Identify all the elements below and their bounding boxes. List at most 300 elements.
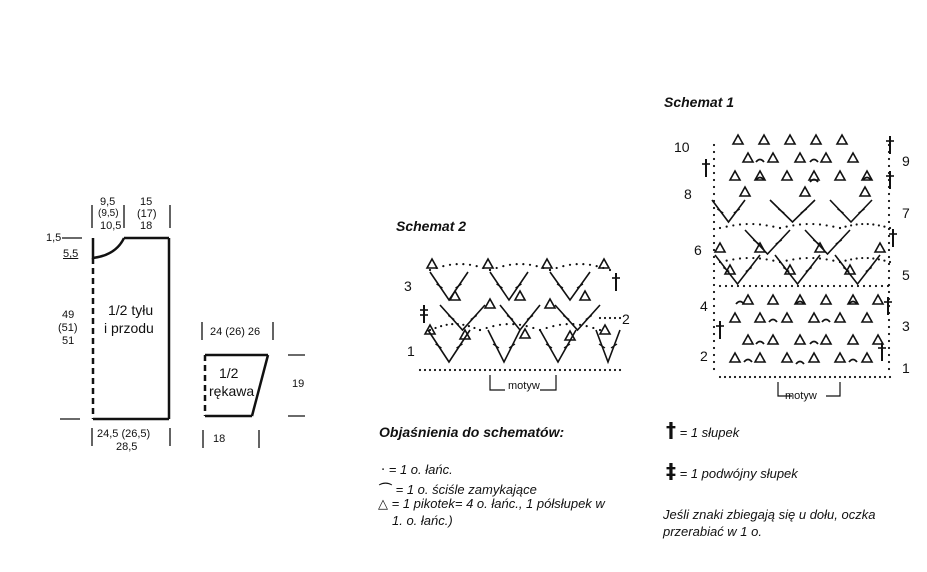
chain-stitch-icon: [888, 291, 890, 293]
chain-stitch-icon: [839, 376, 841, 378]
width-top-right: 15: [140, 196, 153, 208]
chain-stitch-icon: [839, 227, 841, 229]
double-crochet-icon: [715, 255, 760, 284]
schemat-2-row-3: 3: [404, 278, 412, 294]
picot-icon: [835, 313, 845, 322]
chain-stitch-icon: [799, 376, 801, 378]
chain-stitch-icon: [725, 285, 727, 287]
chain-stitch-icon: [713, 326, 715, 328]
chain-stitch-icon: [737, 285, 739, 287]
body-label-line1: 1/2 tyłu: [108, 302, 154, 318]
chain-stitch-icon: [889, 376, 891, 378]
width-top-right-alt: (17): [137, 208, 157, 220]
picot-icon: [875, 243, 885, 252]
chain-stitch-icon: [867, 223, 869, 225]
chain-stitch-icon: [713, 151, 715, 153]
chain-stitch-icon: [888, 207, 890, 209]
legend-tr-text: = 1 podwójny słupek: [679, 466, 798, 481]
picot-icon: [809, 353, 819, 362]
picot-icon: [782, 171, 792, 180]
chain-stitch-icon: [888, 340, 890, 342]
double-crochet-icon: [866, 268, 872, 272]
chain-stitch-icon: [804, 376, 806, 378]
chain-stitch-icon: [767, 285, 769, 287]
chain-stitch-icon: [888, 270, 890, 272]
chain-stitch-icon: [854, 376, 856, 378]
chain-stitch-icon: [791, 285, 793, 287]
picot-icon: [782, 353, 792, 362]
picot-icon: [862, 353, 872, 362]
chain-stitch-icon: [713, 256, 715, 258]
chain-stitch-icon: [888, 235, 890, 237]
chain-stitch-icon: [713, 284, 715, 286]
double-crochet-icon: [776, 240, 782, 244]
chain-stitch-icon: [713, 158, 715, 160]
legend-note-line2: przerabiać w 1 o.: [663, 524, 762, 539]
chain-stitch-icon: [888, 214, 890, 216]
schemat-2-motif-label: motyw: [508, 380, 540, 392]
chain-stitch-icon: [875, 285, 877, 287]
chain-stitch-icon: [713, 165, 715, 167]
chain-stitch-icon: [864, 376, 866, 378]
picot-icon: [768, 295, 778, 304]
chain-stitch-icon: [713, 242, 715, 244]
chain-stitch-icon: [869, 376, 871, 378]
schemat-1-motif-label: motyw: [785, 390, 817, 402]
picot-icon: [768, 153, 778, 162]
chain-stitch-icon: [888, 165, 890, 167]
treble-crochet-icon: ‡: [666, 459, 676, 483]
chain-stitch-icon: [769, 376, 771, 378]
sleeve-height: 19: [292, 378, 305, 390]
width-top-left-3: 10,5: [100, 220, 122, 232]
height-b: (51): [58, 322, 78, 334]
double-crochet-icon: [775, 255, 820, 284]
chain-stitch-icon: [732, 224, 734, 226]
chain-stitch-icon: [713, 305, 715, 307]
picot-icon: [848, 335, 858, 344]
chain-stitch-icon: [731, 285, 733, 287]
chain-stitch-icon: [744, 376, 746, 378]
slip-stitch-icon: [744, 360, 752, 363]
double-crochet-icon: †: [666, 418, 676, 442]
chain-stitch-icon: [859, 376, 861, 378]
sleeve-label-line2: rękawa: [209, 383, 255, 399]
chain-stitch-icon: [713, 354, 715, 356]
chain-stitch-icon: [878, 224, 880, 226]
double-crochet-icon: [778, 209, 784, 213]
schemat-1-row-6: 6: [694, 242, 702, 258]
chain-stitch-icon: [719, 261, 721, 263]
picot-icon: [821, 295, 831, 304]
chain-stitch-icon: [786, 260, 788, 262]
chain-stitch-icon: [844, 226, 846, 228]
chain-stitch-icon: [713, 347, 715, 349]
chain-stitch-icon: [764, 376, 766, 378]
chain-stitch-icon: [888, 256, 890, 258]
double-crochet-icon: [745, 230, 790, 254]
chain-stitch-icon: [821, 285, 823, 287]
schemat-1-row-7: 7: [902, 205, 910, 221]
chain-stitch-icon: [819, 376, 821, 378]
chain-stitch-icon: [878, 258, 880, 260]
slip-stitch-icon: [822, 320, 830, 323]
chain-stitch-icon: [888, 354, 890, 356]
chain-stitch-icon: [713, 319, 715, 321]
legend-chain: [381, 462, 453, 478]
chain-stitch-icon: [829, 376, 831, 378]
chain-stitch-icon: [812, 257, 814, 259]
chain-stitch-icon: [851, 285, 853, 287]
chain-stitch-icon: ·: [381, 463, 386, 478]
chain-stitch-icon: [826, 224, 828, 226]
chain-stitch-icon: [824, 376, 826, 378]
chain-stitch-icon: [844, 376, 846, 378]
chain-stitch-icon: [879, 376, 881, 378]
chain-stitch-icon: [809, 285, 811, 287]
motif-bracket: [826, 382, 840, 396]
picot-icon: [860, 187, 870, 196]
double-crochet-icon: [712, 200, 745, 222]
schemat-2-row-1: 1: [407, 343, 415, 359]
picot-icon: [730, 353, 740, 362]
double-crochet-icon: [717, 209, 723, 213]
chain-stitch-icon: [713, 144, 715, 146]
chain-stitch-icon: [888, 158, 890, 160]
schemat-1-row-8: 8: [684, 186, 692, 202]
chain-stitch-icon: [761, 285, 763, 287]
chain-stitch-icon: [799, 223, 801, 225]
schemat-1-title: Schemat 1: [664, 94, 735, 110]
picot-icon: [715, 243, 725, 252]
chain-stitch-icon: [792, 258, 794, 260]
chain-stitch-icon: [872, 223, 874, 225]
chain-stitch-icon: [888, 193, 890, 195]
chain-stitch-icon: [759, 376, 761, 378]
chain-stitch-icon: [856, 223, 858, 225]
chain-stitch-icon: [766, 224, 768, 226]
chain-stitch-icon: [888, 249, 890, 251]
double-crochet-icon: [830, 200, 872, 222]
chain-stitch-icon: [734, 376, 736, 378]
schemat-1-row-10: 10: [674, 139, 690, 155]
sleeve-top-width: 24 (26) 26: [210, 326, 261, 338]
chain-stitch-icon: [856, 257, 858, 259]
chain-stitch-icon: [719, 227, 721, 229]
chain-stitch-icon: [799, 257, 801, 259]
chain-stitch-icon: [784, 376, 786, 378]
chain-stitch-icon: [779, 261, 781, 263]
chain-stitch-icon: [713, 340, 715, 342]
chain-stitch-icon: [794, 376, 796, 378]
schemat-2-row-2: 2: [622, 311, 630, 327]
body-label-line2: i przodu: [104, 320, 154, 336]
slip-stitch-icon: [810, 160, 818, 163]
chain-stitch-icon: [819, 257, 821, 259]
picot-icon: [768, 335, 778, 344]
chain-stitch-icon: [713, 263, 715, 265]
chain-stitch-icon: [832, 260, 834, 262]
width-bottom-a: 24,5 (26,5): [97, 428, 151, 440]
chain-stitch-icon: [713, 361, 715, 363]
chain-stitch-icon: [883, 226, 885, 228]
picot-icon: [821, 153, 831, 162]
width-top-left-alt: (9,5): [98, 208, 119, 219]
chain-stitch-icon: [889, 227, 891, 229]
legend-picot-text-2: 1. o. łańc.): [392, 513, 453, 528]
picot-icon: [759, 135, 769, 144]
picot-icon: [848, 153, 858, 162]
chain-stitch-icon: [869, 285, 871, 287]
chain-stitch-icon: [772, 260, 774, 262]
chain-stitch-icon: [754, 376, 756, 378]
chain-stitch-icon: [752, 223, 754, 225]
chain-stitch-icon: [789, 376, 791, 378]
chain-stitch-icon: [713, 291, 715, 293]
picot-icon: [835, 353, 845, 362]
legend-dc-text: = 1 słupek: [679, 425, 740, 440]
slip-stitch-icon: [849, 360, 857, 363]
chain-stitch-icon: [739, 257, 741, 259]
chain-stitch-icon: [857, 285, 859, 287]
chain-stitch-icon: [888, 242, 890, 244]
double-crochet-icon: [746, 268, 752, 272]
chain-stitch-icon: [803, 285, 805, 287]
slip-stitch-icon: ⌒: [379, 483, 393, 498]
chain-stitch-icon: [797, 285, 799, 287]
chain-stitch-icon: [792, 224, 794, 226]
chain-stitch-icon: [746, 257, 748, 259]
picot-icon: [730, 171, 740, 180]
picot-icon: [835, 171, 845, 180]
chain-stitch-icon: [863, 285, 865, 287]
chain-stitch-icon: [713, 207, 715, 209]
chain-stitch-icon: [806, 223, 808, 225]
slip-stitch-icon: [796, 362, 804, 365]
double-crochet-icon: [836, 240, 842, 244]
chain-stitch-icon: [849, 376, 851, 378]
chain-stitch-icon: [888, 221, 890, 223]
chain-stitch-icon: [832, 226, 834, 228]
chain-stitch-icon: [739, 223, 741, 225]
legend-picot: [378, 496, 605, 512]
chain-stitch-icon: [806, 257, 808, 259]
double-crochet-icon: [806, 268, 812, 272]
chain-stitch-icon: [713, 179, 715, 181]
chain-stitch-icon: [850, 224, 852, 226]
chain-stitch-icon: [861, 223, 863, 225]
picot-icon: [809, 313, 819, 322]
chain-stitch-icon: [888, 326, 890, 328]
chain-stitch-icon: [861, 257, 863, 259]
double-crochet-icon: [734, 209, 740, 213]
picot-icon: [730, 313, 740, 322]
chain-stitch-icon: [724, 376, 726, 378]
picot-icon: [873, 335, 883, 344]
chain-stitch-icon: [713, 193, 715, 195]
chain-stitch-icon: [713, 277, 715, 279]
picot-icon: [795, 335, 805, 344]
chain-stitch-icon: [889, 261, 891, 263]
chain-stitch-icon: [755, 285, 757, 287]
double-crochet-icon: [770, 200, 815, 222]
picot-icon: [755, 353, 765, 362]
neck-depth-b: 5,5: [63, 248, 79, 260]
double-crochet-icon: [813, 240, 819, 244]
schemat-1-row-9: 9: [902, 153, 910, 169]
legend-title: Objaśnienia do schematów:: [379, 424, 565, 440]
chain-stitch-icon: [726, 226, 728, 228]
schemat-1-row-2: 2: [700, 348, 708, 364]
chain-stitch-icon: [786, 226, 788, 228]
chain-stitch-icon: [883, 260, 885, 262]
picot-icon: [873, 295, 883, 304]
width-top-right-3: 18: [140, 220, 153, 232]
picot-icon: [733, 135, 743, 144]
chain-stitch-icon: [743, 285, 745, 287]
width-bottom-b: 28,5: [116, 441, 138, 453]
chain-stitch-icon: [732, 258, 734, 260]
chain-stitch-icon: [759, 223, 761, 225]
chain-stitch-icon: [746, 223, 748, 225]
chain-stitch-icon: [888, 347, 890, 349]
chain-stitch-icon: [779, 227, 781, 229]
chain-stitch-icon: [815, 285, 817, 287]
schemat-1-row-4: 4: [700, 298, 708, 314]
picot-icon: [785, 135, 795, 144]
chain-stitch-icon: [844, 260, 846, 262]
schemat-1-row-1: 1: [902, 360, 910, 376]
picot-icon: [743, 335, 753, 344]
legend-tr: [666, 459, 798, 483]
slip-stitch-icon: [756, 160, 764, 163]
chain-stitch-icon: [749, 376, 751, 378]
sleeve-label-line1: 1/2: [219, 365, 239, 381]
picot-icon: [755, 313, 765, 322]
chain-stitch-icon: [713, 270, 715, 272]
chain-stitch-icon: [812, 223, 814, 225]
chain-stitch-icon: [779, 376, 781, 378]
double-crochet-icon: [753, 240, 759, 244]
picot-icon: [743, 295, 753, 304]
legend-chain-text: = 1 o. łańc.: [388, 462, 453, 477]
picot-icon: [795, 153, 805, 162]
chain-stitch-icon: [713, 368, 715, 370]
legend-picot-text: = 1 pikotek= 4 o. łańc., 1 półsłupek w: [391, 496, 605, 511]
picot-icon: △: [378, 497, 388, 512]
chain-stitch-icon: [772, 226, 774, 228]
chain-stitch-icon: [834, 376, 836, 378]
chain-stitch-icon: [826, 258, 828, 260]
slip-stitch-icon: [769, 320, 777, 323]
double-crochet-icon: [801, 209, 807, 213]
chain-stitch-icon: [785, 285, 787, 287]
chain-stitch-icon: [888, 368, 890, 370]
double-crochet-icon: [805, 230, 850, 254]
neck-depth-a: 1,5: [46, 232, 62, 244]
chain-stitch-icon: [850, 258, 852, 260]
schemat-1-row-5: 5: [902, 267, 910, 283]
chain-stitch-icon: [749, 285, 751, 287]
chain-stitch-icon: [774, 376, 776, 378]
picot-icon: [800, 187, 810, 196]
chain-stitch-icon: [729, 376, 731, 378]
picot-icon: [811, 135, 821, 144]
chain-stitch-icon: [833, 285, 835, 287]
sleeve-bottom-width: 18: [213, 433, 226, 445]
schemat-1-row-3: 3: [902, 318, 910, 334]
chain-stitch-icon: [839, 261, 841, 263]
chain-stitch-icon: [887, 285, 889, 287]
slip-stitch-icon: [736, 302, 744, 305]
double-crochet-icon: [859, 209, 865, 213]
picot-icon: [782, 313, 792, 322]
chain-stitch-icon: [872, 257, 874, 259]
chain-stitch-icon: [827, 285, 829, 287]
chain-stitch-icon: [819, 223, 821, 225]
picot-icon: [743, 153, 753, 162]
slip-stitch-icon: [810, 342, 818, 345]
slip-stitch-icon: [756, 342, 764, 345]
chain-stitch-icon: [814, 376, 816, 378]
chain-stitch-icon: [845, 285, 847, 287]
double-crochet-icon: [838, 209, 844, 213]
chain-stitch-icon: [766, 258, 768, 260]
chain-stitch-icon: [888, 319, 890, 321]
legend-note-line1: Jeśli znaki zbiegają się u dołu, oczka: [663, 507, 876, 522]
chain-stitch-icon: [713, 298, 715, 300]
chain-stitch-icon: [713, 186, 715, 188]
schemat-2-title: Schemat 2: [396, 218, 467, 234]
chain-stitch-icon: [713, 333, 715, 335]
chain-stitch-icon: [884, 376, 886, 378]
chain-stitch-icon: [713, 228, 715, 230]
chain-stitch-icon: [759, 257, 761, 259]
legend-slip-text: = 1 o. ściśle zamykające: [395, 482, 537, 497]
chain-stitch-icon: [888, 333, 890, 335]
height-a: 49: [62, 309, 75, 321]
chain-stitch-icon: [713, 172, 715, 174]
legend-dc: [666, 418, 739, 442]
chain-stitch-icon: [726, 260, 728, 262]
picot-icon: [837, 135, 847, 144]
chain-stitch-icon: [713, 221, 715, 223]
chain-stitch-icon: [713, 312, 715, 314]
chain-stitch-icon: [888, 277, 890, 279]
chain-stitch-icon: [713, 214, 715, 216]
chain-stitch-icon: [839, 285, 841, 287]
chain-stitch-icon: [809, 376, 811, 378]
chain-stitch-icon: [874, 376, 876, 378]
chain-stitch-icon: [888, 200, 890, 202]
picot-icon: [740, 187, 750, 196]
chain-stitch-icon: [739, 376, 741, 378]
chain-stitch-icon: [779, 285, 781, 287]
height-c: 51: [62, 335, 75, 347]
chain-stitch-icon: [888, 361, 890, 363]
chain-stitch-icon: [881, 285, 883, 287]
chain-stitch-icon: [719, 285, 721, 287]
chain-stitch-icon: [719, 376, 721, 378]
picot-icon: [821, 335, 831, 344]
chain-stitch-icon: [867, 257, 869, 259]
chain-stitch-icon: [888, 263, 890, 265]
picot-icon: [862, 313, 872, 322]
chain-stitch-icon: [773, 285, 775, 287]
width-top-left: 9,5: [100, 196, 116, 208]
chain-stitch-icon: [752, 257, 754, 259]
chain-stitch-icon: [713, 235, 715, 237]
